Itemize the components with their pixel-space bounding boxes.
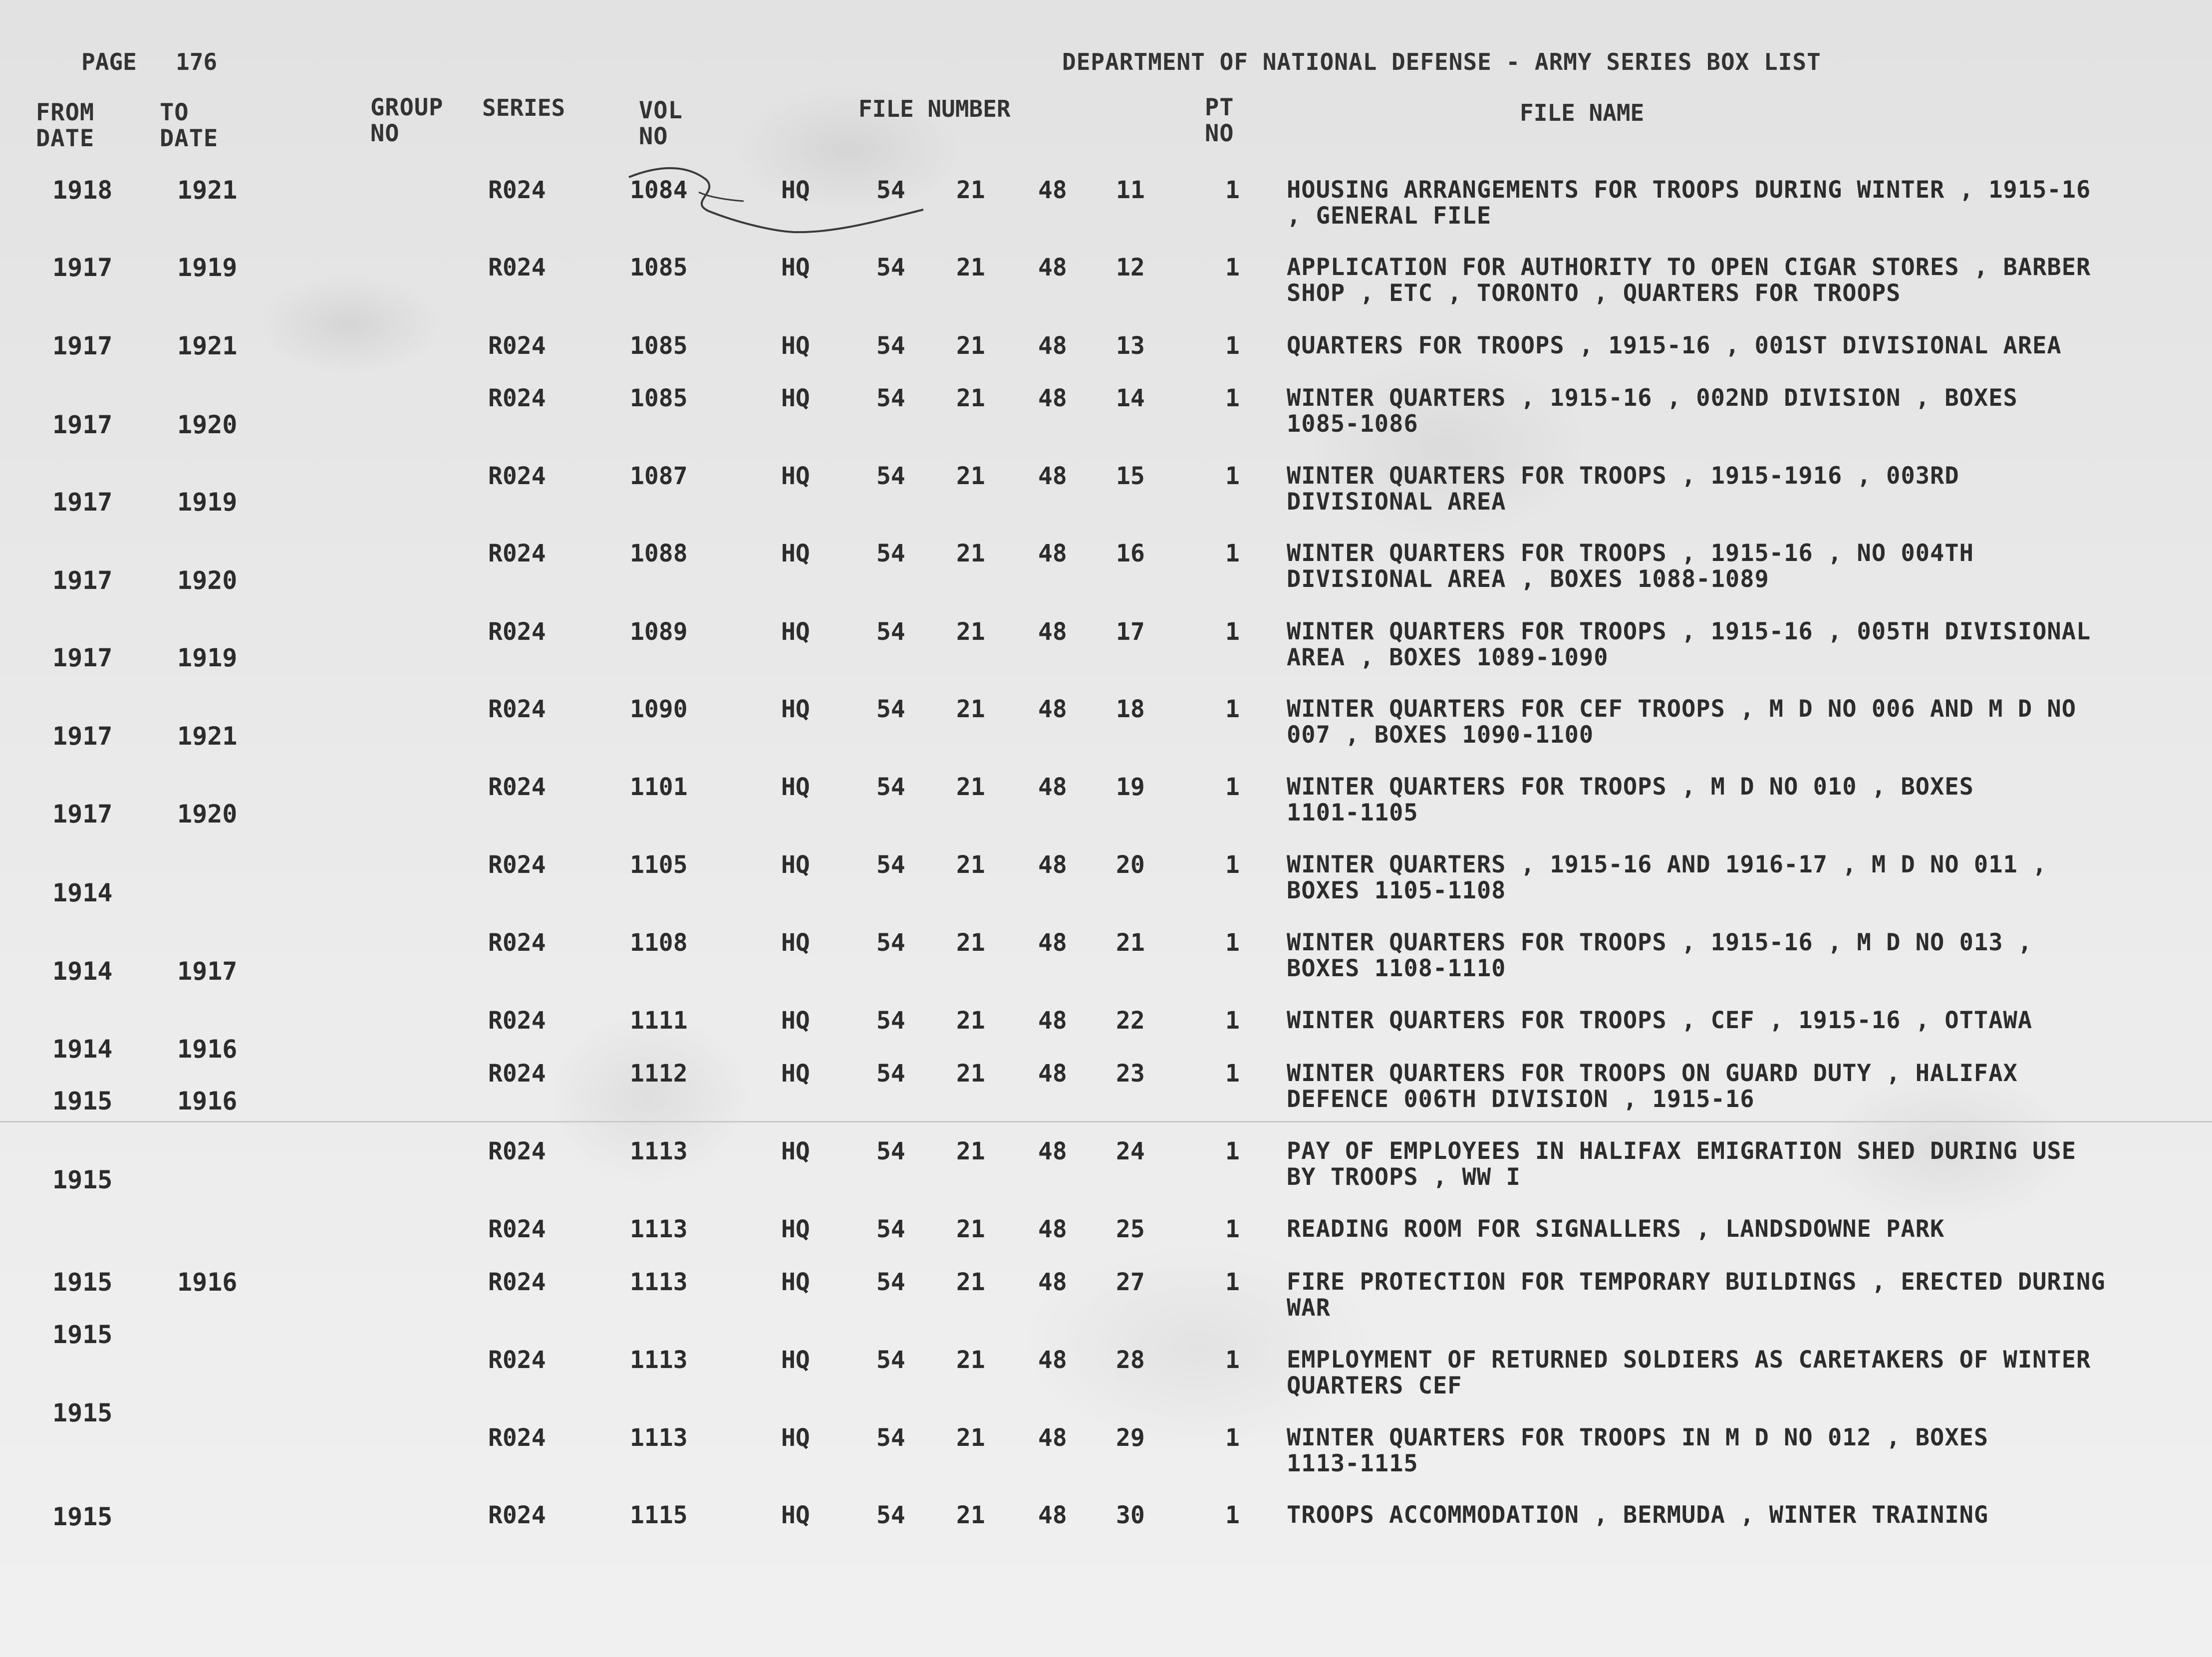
pt-cell: 1 xyxy=(1225,1137,1240,1165)
file-name-cell: HOUSING ARRANGEMENTS FOR TROOPS DURING WINTER , 1915-16 , GENERAL FILE xyxy=(1287,176,2091,230)
file-number-part-1: 54 xyxy=(876,1007,905,1035)
pt-cell: 1 xyxy=(1225,1007,1240,1035)
file-number-part-3: 48 xyxy=(1038,1424,1067,1452)
file-name-cell: TROOPS ACCOMMODATION , BERMUDA , WINTER TRAINING xyxy=(1287,1501,1989,1529)
pt-cell: 1 xyxy=(1225,254,1240,281)
file-number-part-1: 54 xyxy=(876,1424,905,1452)
file-number-part-2: 21 xyxy=(956,1346,985,1374)
file-number-part-4: 12 xyxy=(1116,254,1145,281)
file-name-cell: READING ROOM FOR SIGNALLERS , LANDSDOWNE PARK xyxy=(1287,1215,1945,1243)
header-from-date: FROM DATE xyxy=(36,99,95,152)
file-name-cell: WINTER QUARTERS FOR TROOPS , 1915-16 , M D NO 013 , BOXES 1108-1110 xyxy=(1287,929,2033,982)
pt-cell: 1 xyxy=(1225,1215,1240,1243)
pt-cell: 1 xyxy=(1225,1060,1240,1088)
header-file-name: FILE NAME xyxy=(1520,99,1645,126)
file-number-part-2: 21 xyxy=(956,1424,985,1452)
vol-cell: 1087 xyxy=(630,462,688,490)
file-number-part-2: 21 xyxy=(956,851,985,879)
file-number-part-4: 25 xyxy=(1116,1215,1145,1243)
series-cell: R024 xyxy=(488,1268,546,1296)
from-date-cell: 1914 xyxy=(52,878,113,907)
vol-cell: 1089 xyxy=(630,618,688,646)
vol-cell: 1084 xyxy=(630,176,688,204)
file-prefix-cell: HQ xyxy=(781,851,810,879)
file-number-part-4: 27 xyxy=(1116,1268,1145,1296)
from-date-cell: 1914 xyxy=(52,957,113,986)
vol-cell: 1090 xyxy=(630,695,688,723)
series-cell: R024 xyxy=(488,462,546,490)
from-date-cell: 1915 xyxy=(52,1165,113,1194)
file-name-cell: FIRE PROTECTION FOR TEMPORARY BUILDINGS , ERECTED DURING WAR xyxy=(1287,1268,2106,1322)
series-cell: R024 xyxy=(488,851,546,879)
to-date-cell: 1920 xyxy=(177,566,238,595)
from-date-cell: 1918 xyxy=(52,176,113,205)
to-date-cell: 1916 xyxy=(177,1268,238,1297)
file-number-part-2: 21 xyxy=(956,384,985,412)
file-number-part-3: 48 xyxy=(1038,1060,1067,1088)
file-number-part-4: 21 xyxy=(1116,929,1145,957)
file-number-part-4: 13 xyxy=(1116,332,1145,360)
file-number-part-3: 48 xyxy=(1038,254,1067,281)
file-number-part-1: 54 xyxy=(876,462,905,490)
file-number-part-1: 54 xyxy=(876,851,905,879)
file-number-part-1: 54 xyxy=(876,176,905,204)
from-date-cell: 1914 xyxy=(52,1035,113,1064)
file-number-part-2: 21 xyxy=(956,1501,985,1529)
file-number-part-4: 11 xyxy=(1116,176,1145,204)
file-prefix-cell: HQ xyxy=(781,1137,810,1165)
to-date-cell: 1920 xyxy=(177,410,238,439)
file-number-part-4: 16 xyxy=(1116,540,1145,567)
file-number-part-4: 30 xyxy=(1116,1501,1145,1529)
vol-cell: 1115 xyxy=(630,1501,688,1529)
handwritten-scribble xyxy=(624,162,933,242)
pt-cell: 1 xyxy=(1225,1424,1240,1452)
file-number-part-2: 21 xyxy=(956,618,985,646)
to-date-cell: 1916 xyxy=(177,1035,238,1064)
series-cell: R024 xyxy=(488,1424,546,1452)
file-number-part-2: 21 xyxy=(956,695,985,723)
file-prefix-cell: HQ xyxy=(781,1215,810,1243)
file-number-part-1: 54 xyxy=(876,1215,905,1243)
file-prefix-cell: HQ xyxy=(781,384,810,412)
file-number-part-1: 54 xyxy=(876,1268,905,1296)
pt-cell: 1 xyxy=(1225,540,1240,567)
file-number-part-2: 21 xyxy=(956,332,985,360)
header-file-number: FILE NUMBER xyxy=(858,95,1011,122)
series-cell: R024 xyxy=(488,618,546,646)
file-number-part-2: 21 xyxy=(956,176,985,204)
pt-cell: 1 xyxy=(1225,384,1240,412)
pt-cell: 1 xyxy=(1225,929,1240,957)
file-name-cell: WINTER QUARTERS FOR TROOPS , 1915-16 , 005TH DIVISIONAL AREA , BOXES 1089-1090 xyxy=(1287,618,2091,671)
file-number-part-2: 21 xyxy=(956,773,985,801)
pt-cell: 1 xyxy=(1225,695,1240,723)
file-number-part-3: 48 xyxy=(1038,1007,1067,1035)
file-number-part-3: 48 xyxy=(1038,384,1067,412)
file-number-part-1: 54 xyxy=(876,695,905,723)
pt-cell: 1 xyxy=(1225,773,1240,801)
file-number-part-1: 54 xyxy=(876,1346,905,1374)
from-date-cell: 1917 xyxy=(52,331,113,360)
from-date-cell: 1915 xyxy=(52,1268,113,1297)
series-cell: R024 xyxy=(488,254,546,281)
from-date-cell: 1917 xyxy=(52,643,113,672)
from-date-cell: 1917 xyxy=(52,488,113,517)
file-number-part-1: 54 xyxy=(876,1060,905,1088)
file-number-part-2: 21 xyxy=(956,1215,985,1243)
to-date-cell: 1921 xyxy=(177,176,238,205)
file-number-part-3: 48 xyxy=(1038,1137,1067,1165)
to-date-cell: 1921 xyxy=(177,331,238,360)
file-number-part-4: 28 xyxy=(1116,1346,1145,1374)
file-number-part-2: 21 xyxy=(956,1268,985,1296)
file-prefix-cell: HQ xyxy=(781,1007,810,1035)
pt-cell: 1 xyxy=(1225,462,1240,490)
file-prefix-cell: HQ xyxy=(781,618,810,646)
file-number-part-4: 18 xyxy=(1116,695,1145,723)
vol-cell: 1113 xyxy=(630,1424,688,1452)
file-number-part-4: 23 xyxy=(1116,1060,1145,1088)
file-number-part-1: 54 xyxy=(876,929,905,957)
pt-cell: 1 xyxy=(1225,851,1240,879)
file-number-part-3: 48 xyxy=(1038,773,1067,801)
file-prefix-cell: HQ xyxy=(781,773,810,801)
header-group-no: GROUP NO xyxy=(370,94,444,147)
file-number-part-1: 54 xyxy=(876,1137,905,1165)
file-name-cell: WINTER QUARTERS FOR TROOPS IN M D NO 012 , BOXES 1113-1115 xyxy=(1287,1424,1989,1477)
file-prefix-cell: HQ xyxy=(781,1501,810,1529)
vol-cell: 1085 xyxy=(630,332,688,360)
file-number-part-1: 54 xyxy=(876,384,905,412)
page-fold-line xyxy=(0,1121,2212,1122)
series-cell: R024 xyxy=(488,176,546,204)
series-cell: R024 xyxy=(488,1007,546,1035)
to-date-cell: 1917 xyxy=(177,957,238,986)
file-number-part-1: 54 xyxy=(876,773,905,801)
vol-cell: 1105 xyxy=(630,851,688,879)
document-title: DEPARTMENT OF NATIONAL DEFENSE - ARMY SERIES BOX LIST xyxy=(1062,48,1821,75)
from-date-cell: 1915 xyxy=(52,1502,113,1531)
from-date-cell: 1917 xyxy=(52,410,113,439)
from-date-cell: 1915 xyxy=(52,1320,113,1349)
header-pt-no: PT NO xyxy=(1205,94,1234,147)
page-label: PAGE xyxy=(81,48,137,75)
to-date-cell: 1916 xyxy=(177,1087,238,1115)
file-number-part-2: 21 xyxy=(956,1060,985,1088)
series-cell: R024 xyxy=(488,384,546,412)
page-number: 176 xyxy=(176,48,218,75)
file-name-cell: APPLICATION FOR AUTHORITY TO OPEN CIGAR STORES , BARBER SHOP , ETC , TORONTO , QUARTERS FOR TROOPS xyxy=(1287,254,2091,307)
file-prefix-cell: HQ xyxy=(781,332,810,360)
file-number-part-3: 48 xyxy=(1038,929,1067,957)
file-number-part-1: 54 xyxy=(876,254,905,281)
file-number-part-3: 48 xyxy=(1038,462,1067,490)
file-name-cell: WINTER QUARTERS FOR TROOPS , 1915-16 , NO 004TH DIVISIONAL AREA , BOXES 1088-1089 xyxy=(1287,540,1974,593)
file-name-cell: WINTER QUARTERS , 1915-16 , 002ND DIVISION , BOXES 1085-1086 xyxy=(1287,384,2018,438)
from-date-cell: 1915 xyxy=(52,1087,113,1115)
to-date-cell: 1919 xyxy=(177,253,238,282)
vol-cell: 1113 xyxy=(630,1346,688,1374)
file-number-part-2: 21 xyxy=(956,929,985,957)
vol-cell: 1111 xyxy=(630,1007,688,1035)
file-number-part-4: 15 xyxy=(1116,462,1145,490)
file-number-part-4: 14 xyxy=(1116,384,1145,412)
series-cell: R024 xyxy=(488,695,546,723)
to-date-cell: 1919 xyxy=(177,643,238,672)
file-number-part-4: 22 xyxy=(1116,1007,1145,1035)
file-number-part-2: 21 xyxy=(956,540,985,567)
file-number-part-4: 17 xyxy=(1116,618,1145,646)
file-name-cell: WINTER QUARTERS , 1915-16 AND 1916-17 , M D NO 011 , BOXES 1105-1108 xyxy=(1287,851,2047,904)
file-prefix-cell: HQ xyxy=(781,1268,810,1296)
pt-cell: 1 xyxy=(1225,1346,1240,1374)
file-number-part-2: 21 xyxy=(956,1007,985,1035)
file-number-part-2: 21 xyxy=(956,1137,985,1165)
file-number-part-3: 48 xyxy=(1038,1346,1067,1374)
vol-cell: 1085 xyxy=(630,254,688,281)
pt-cell: 1 xyxy=(1225,1268,1240,1296)
vol-cell: 1113 xyxy=(630,1268,688,1296)
file-prefix-cell: HQ xyxy=(781,695,810,723)
file-name-cell: WINTER QUARTERS FOR CEF TROOPS , M D NO 006 AND M D NO 007 , BOXES 1090-1100 xyxy=(1287,695,2077,749)
file-number-part-3: 48 xyxy=(1038,851,1067,879)
file-name-cell: QUARTERS FOR TROOPS , 1915-16 , 001ST DIVISIONAL AREA xyxy=(1287,332,2062,359)
file-number-part-3: 48 xyxy=(1038,540,1067,567)
file-prefix-cell: HQ xyxy=(781,1060,810,1088)
series-cell: R024 xyxy=(488,773,546,801)
file-prefix-cell: HQ xyxy=(781,254,810,281)
pt-cell: 1 xyxy=(1225,176,1240,204)
file-number-part-3: 48 xyxy=(1038,695,1067,723)
pt-cell: 1 xyxy=(1225,1501,1240,1529)
series-cell: R024 xyxy=(488,1215,546,1243)
vol-cell: 1088 xyxy=(630,540,688,567)
from-date-cell: 1915 xyxy=(52,1398,113,1427)
from-date-cell: 1917 xyxy=(52,722,113,751)
series-cell: R024 xyxy=(488,929,546,957)
vol-cell: 1108 xyxy=(630,929,688,957)
file-prefix-cell: HQ xyxy=(781,929,810,957)
vol-cell: 1113 xyxy=(630,1215,688,1243)
file-number-part-4: 29 xyxy=(1116,1424,1145,1452)
file-name-cell: PAY OF EMPLOYEES IN HALIFAX EMIGRATION SHED DURING USE BY TROOPS , WW I xyxy=(1287,1137,2077,1191)
file-prefix-cell: HQ xyxy=(781,462,810,490)
vol-cell: 1101 xyxy=(630,773,688,801)
header-series: SERIES xyxy=(482,94,565,121)
series-cell: R024 xyxy=(488,1060,546,1088)
to-date-cell: 1921 xyxy=(177,722,238,751)
file-number-part-1: 54 xyxy=(876,618,905,646)
pt-cell: 1 xyxy=(1225,332,1240,360)
series-cell: R024 xyxy=(488,1346,546,1374)
vol-cell: 1112 xyxy=(630,1060,688,1088)
file-name-cell: WINTER QUARTERS FOR TROOPS , 1915-1916 , 003RD DIVISIONAL AREA xyxy=(1287,462,1959,516)
file-number-part-1: 54 xyxy=(876,1501,905,1529)
file-number-part-3: 48 xyxy=(1038,1215,1067,1243)
file-number-part-3: 48 xyxy=(1038,332,1067,360)
file-number-part-4: 19 xyxy=(1116,773,1145,801)
file-number-part-1: 54 xyxy=(876,540,905,567)
file-number-part-4: 24 xyxy=(1116,1137,1145,1165)
file-name-cell: EMPLOYMENT OF RETURNED SOLDIERS AS CARETAKERS OF WINTER QUARTERS CEF xyxy=(1287,1346,2091,1399)
to-date-cell: 1920 xyxy=(177,800,238,828)
pt-cell: 1 xyxy=(1225,618,1240,646)
file-name-cell: WINTER QUARTERS FOR TROOPS , M D NO 010 , BOXES 1101-1105 xyxy=(1287,773,1974,827)
file-number-part-3: 48 xyxy=(1038,1501,1067,1529)
file-number-part-2: 21 xyxy=(956,254,985,281)
series-cell: R024 xyxy=(488,1137,546,1165)
series-cell: R024 xyxy=(488,540,546,567)
file-number-part-3: 48 xyxy=(1038,1268,1067,1296)
file-number-part-4: 20 xyxy=(1116,851,1145,879)
file-prefix-cell: HQ xyxy=(781,1424,810,1452)
file-number-part-1: 54 xyxy=(876,332,905,360)
from-date-cell: 1917 xyxy=(52,566,113,595)
from-date-cell: 1917 xyxy=(52,253,113,282)
file-name-cell: WINTER QUARTERS FOR TROOPS , CEF , 1915-16 , OTTAWA xyxy=(1287,1007,2033,1034)
header-to-date: TO DATE xyxy=(160,99,219,152)
series-cell: R024 xyxy=(488,332,546,360)
file-number-part-2: 21 xyxy=(956,462,985,490)
file-name-cell: WINTER QUARTERS FOR TROOPS ON GUARD DUTY , HALIFAX DEFENCE 006TH DIVISION , 1915-16 xyxy=(1287,1060,2018,1113)
vol-cell: 1113 xyxy=(630,1137,688,1165)
to-date-cell: 1919 xyxy=(177,488,238,517)
file-number-part-3: 48 xyxy=(1038,176,1067,204)
header-vol-no: VOL NO xyxy=(639,97,683,150)
vol-cell: 1085 xyxy=(630,384,688,412)
file-prefix-cell: HQ xyxy=(781,1346,810,1374)
from-date-cell: 1917 xyxy=(52,800,113,828)
file-prefix-cell: HQ xyxy=(781,176,810,204)
file-number-part-3: 48 xyxy=(1038,618,1067,646)
series-cell: R024 xyxy=(488,1501,546,1529)
file-prefix-cell: HQ xyxy=(781,540,810,567)
